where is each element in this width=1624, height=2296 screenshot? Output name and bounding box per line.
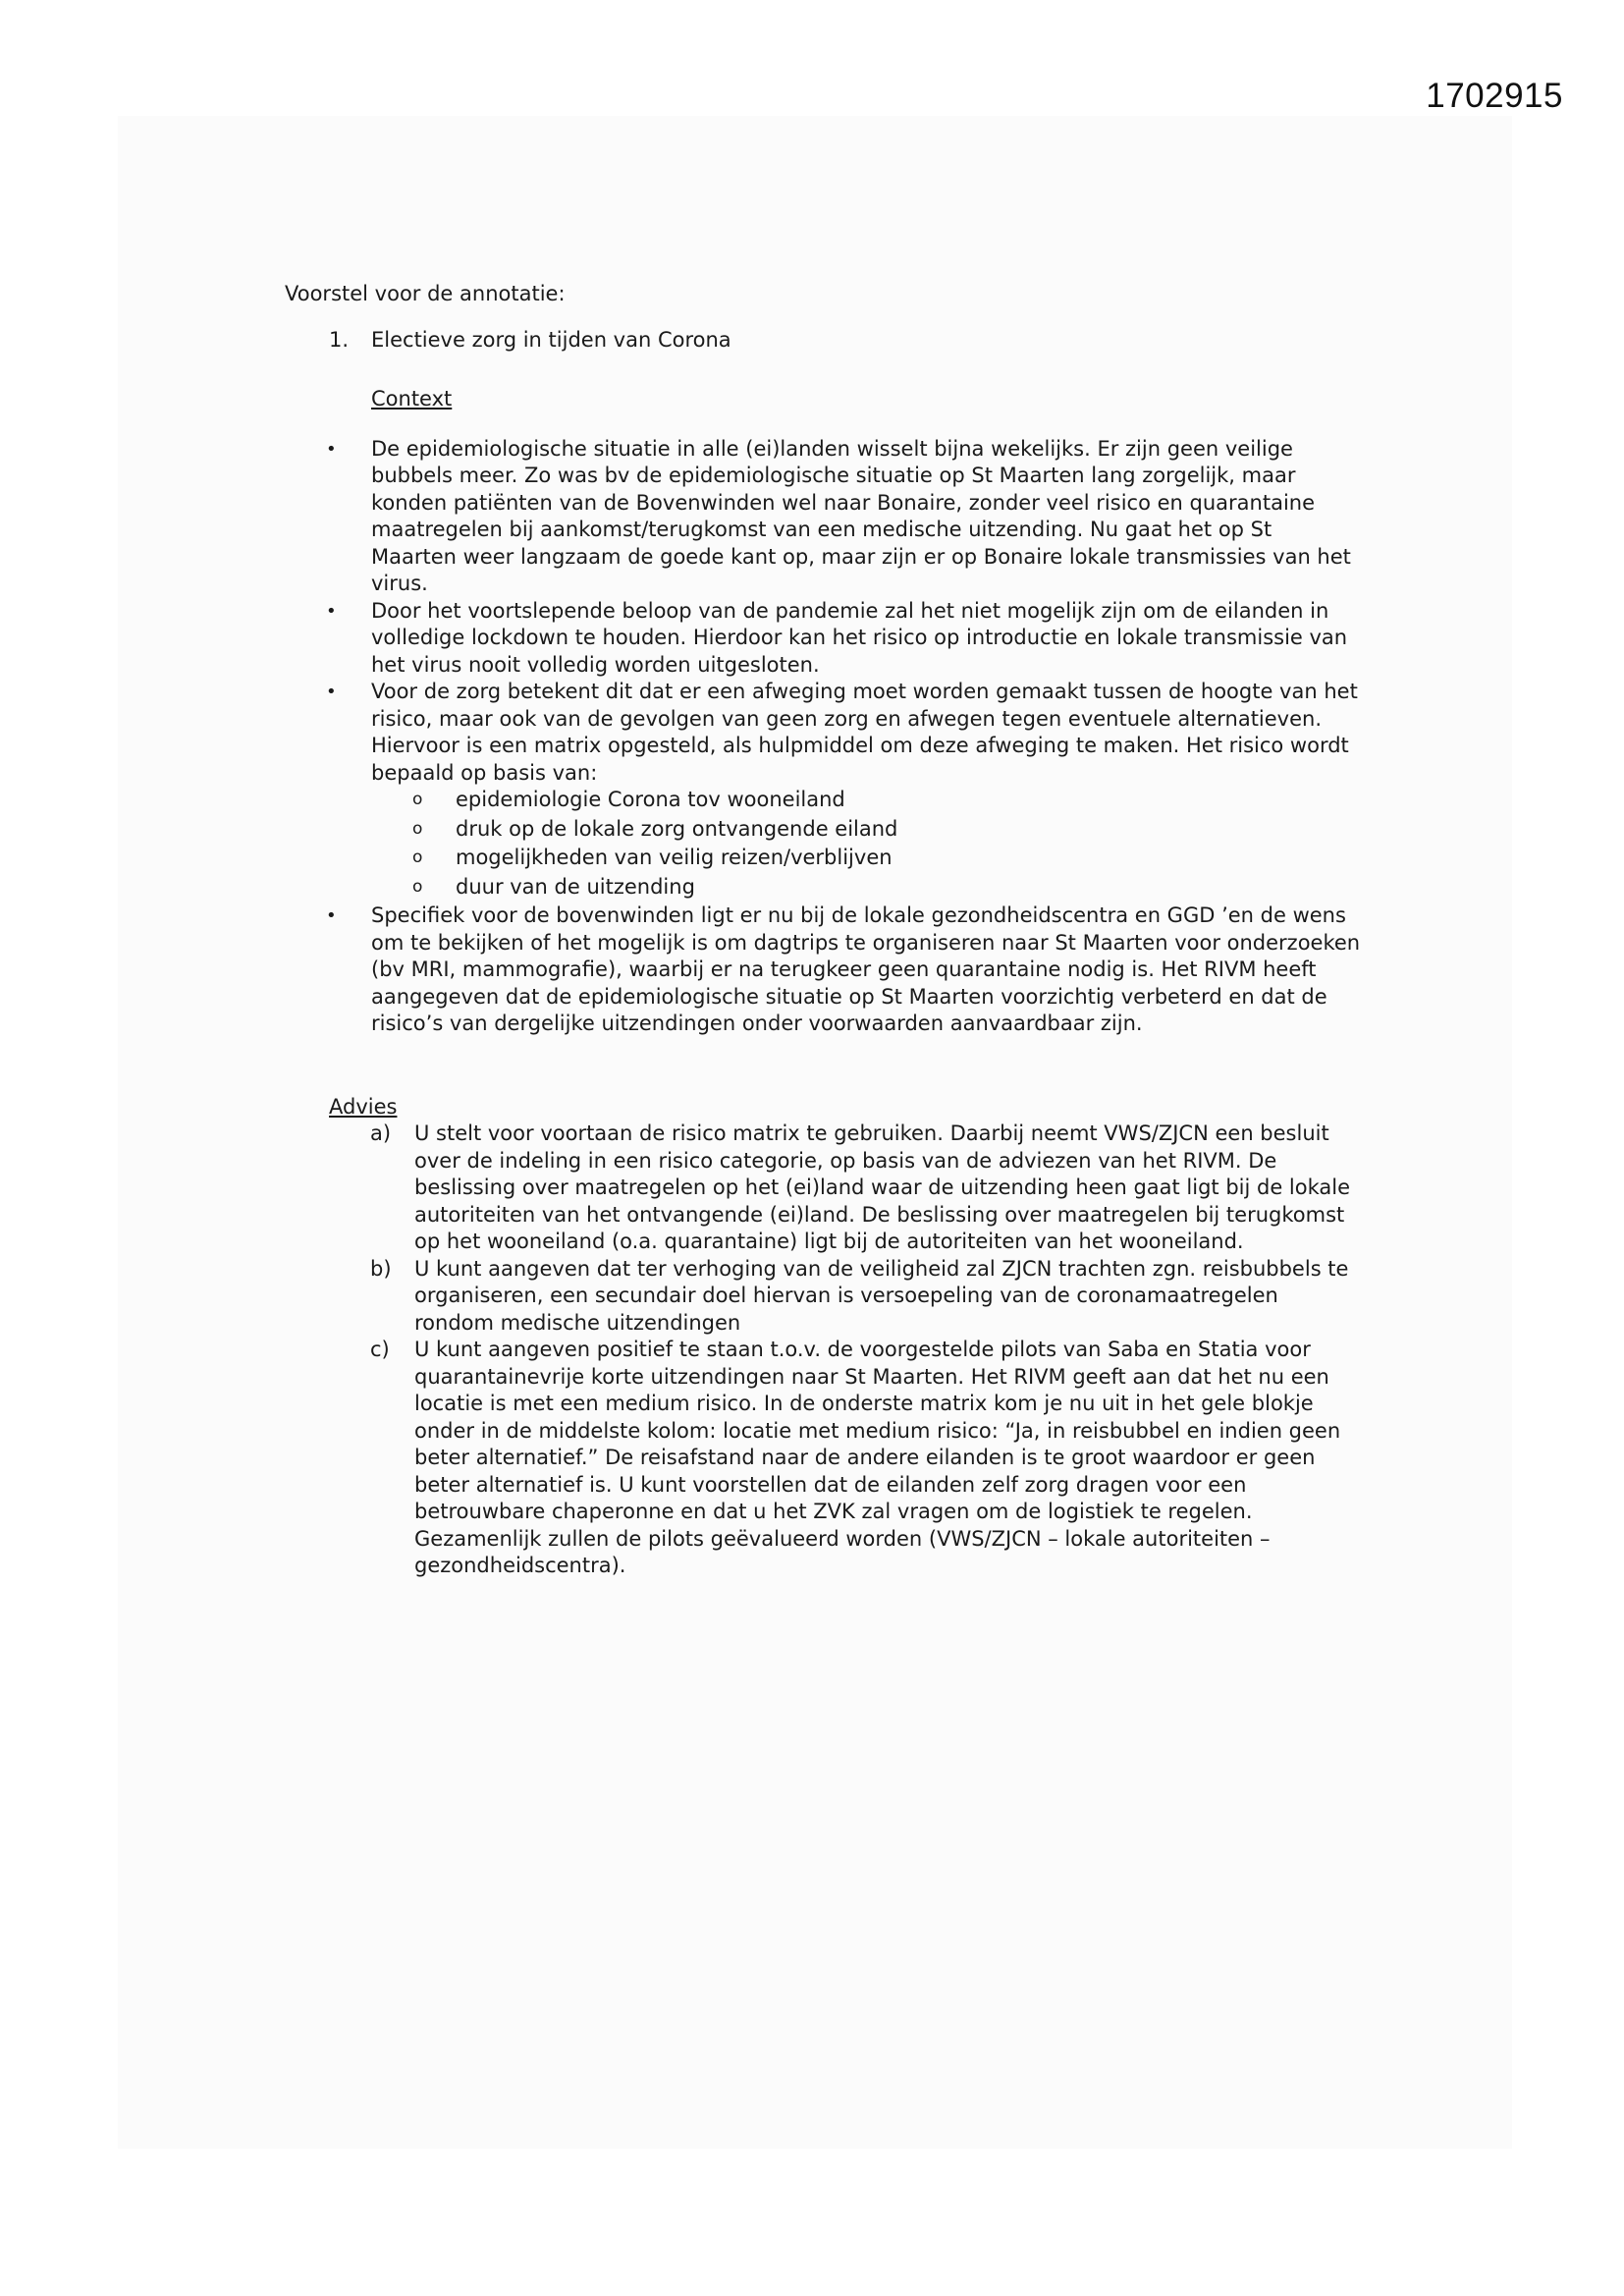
advies-item-text: U kunt aangeven positief te staan t.o.v. de voorgestelde pilots van Saba en Statia voor quarantainevrije korte uitzendingen naar St Maarten. Het RIVM geeft aan dat het nu een locatie is met een medium risico. In de onderste matrix kom je nu uit in het gele blokje onder in de middelste kolom: locatie met medium risico: “Ja, in reisbubbel en indien geen beter alternatief.” De reisafstand naar de andere eilanden is te groot waardoor er geen beter alternatief is. U kunt voorstellen dat de eilanden zelf zorg dragen voor een betrouwbare chaperonne en dat u het ZVK zal vragen om de logistiek te regelen. Gezamenlijk zullen de pilots geëvalueerd worden (VWS/ZJCN – lokale autoriteiten – gezondheidscentra).: [414, 1338, 1341, 1577]
bullet-body: [371, 902, 1363, 1038]
bullet-marker-icon: •: [326, 905, 337, 926]
context-bullet-item: [285, 902, 1365, 1038]
sub-list-item: [371, 787, 1363, 814]
context-bullet-item: [285, 598, 1365, 680]
advies-item-letter: b): [370, 1256, 392, 1281]
bullet-body: [371, 598, 1363, 680]
sub-item-text: mogelijkheden van veilig reizen/verblijven: [456, 846, 893, 869]
bullet-marker-icon: •: [326, 600, 337, 622]
sub-bullet-icon: o: [412, 876, 423, 897]
sub-bullet-icon: o: [412, 790, 423, 809]
sub-list-item: [371, 816, 1363, 844]
advies-item-letter: c): [370, 1338, 390, 1361]
advies-heading: Advies: [329, 1094, 398, 1119]
bullet-marker-icon: •: [326, 438, 337, 460]
bullet-text: Specifiek voor de bovenwinden ligt er nu bij de lokale gezondheidscentra en GGD ’en de wens om te bekijken of het mogelijk is om dagtrips te organiseren naar St Maarten voor onderzoeken (bv MRI, mammografie), waarbij er na terugkeer geen quarantaine nodig is. Het RIVM heeft aangegeven dat de epidemiologische situatie op St Maarten voorzichtig verbeterd en dat de risico’s van dergelijke uitzendingen onder voorwaarden aanvaardbaar zijn.: [371, 903, 1361, 1035]
bullet-text: Door het voortslepende beloop van de pandemie zal het niet mogelijk zijn om de eilanden in volledige lockdown te houden. Hierdoor kan het risico op introductie en lokale transmissie van het virus nooit volledig worden uitgesloten.: [371, 598, 1348, 677]
sub-list-item: [371, 845, 1363, 872]
advies-item-letter: a): [370, 1121, 392, 1145]
bullet-body: [371, 679, 1363, 902]
context-bullet-item: [285, 436, 1365, 598]
sub-bullet-icon: o: [412, 818, 423, 839]
context-bullet-list: [285, 436, 1365, 1038]
sub-list-item: [371, 874, 1363, 902]
advies-item-text: U kunt aangeven dat ter verhoging van de veiligheid zal ZJCN trachten zgn. reisbubbels te organiseren, een secundair doel hiervan is versoepeling van de coronamaatregelen rondom medische uitzendingen: [414, 1256, 1349, 1335]
bullet-marker-icon: •: [326, 682, 337, 702]
sub-bullet-icon: o: [412, 847, 423, 867]
context-heading: Context: [371, 387, 453, 410]
sub-item-text: epidemiologie Corona tov wooneiland: [456, 788, 845, 811]
numbered-item: [329, 327, 1365, 355]
advies-item: [285, 1256, 1365, 1338]
sub-item-text: duur van de uitzending: [456, 874, 695, 899]
advies-item-text: U stelt voor voortaan de risico matrix te gebruiken. Daarbij neemt VWS/ZJCN een besluit over de indeling in een risico categorie, op basis van de adviezen van het RIVM. De beslissing over maatregelen op het (ei)land waar de uitzending heen gaat ligt bij de lokale autoriteiten van het ontvangende (ei)land. De beslissing over maatregelen bij terugkomst op het wooneiland (o.a. quarantaine) ligt bij de autoriteiten van het wooneiland.: [414, 1121, 1351, 1253]
bullet-text: Voor de zorg betekent dit dat er een afweging moet worden gemaakt tussen de hoogte van het risico, maar ook van de gevolgen van geen zorg en afwegen tegen eventuele alternatieven. Hiervoor is een matrix opgesteld, als hulpmiddel om deze afweging te maken. Het risico wordt bepaald op basis van:: [371, 680, 1358, 785]
advies-item: [285, 1337, 1365, 1580]
context-bullet-item: [285, 679, 1365, 902]
bullet-body: [371, 436, 1363, 598]
bullet-text: De epidemiologische situatie in alle (ei)landen wisselt bijna wekelijks. Er zijn geen veilige bubbels meer. Zo was bv de epidemiologische situatie op St Maarten lang zorgelijk, maar konden patiënten van de Bovenwinden wel naar Bonaire, zonder veel risico en quarantaine maatregelen bij aankomst/terugkomst van een medische uitzending. Nu gaat het op St Maarten weer langzaam de goede kant op, maar zijn er op Bonaire lokale transmissies van het virus.: [371, 436, 1351, 595]
intro-line: Voorstel voor de annotatie:: [285, 282, 566, 305]
sub-list: [371, 787, 1363, 901]
sub-item-text: druk op de lokale zorg ontvangende eiland: [456, 816, 898, 841]
document-id: 1702915: [1426, 77, 1563, 115]
document-body: [285, 281, 1365, 1580]
advies-item: [285, 1121, 1365, 1256]
item-title: Electieve zorg in tijden van Corona: [371, 327, 731, 352]
advies-list: [285, 1121, 1365, 1580]
item-number: 1.: [329, 327, 350, 352]
